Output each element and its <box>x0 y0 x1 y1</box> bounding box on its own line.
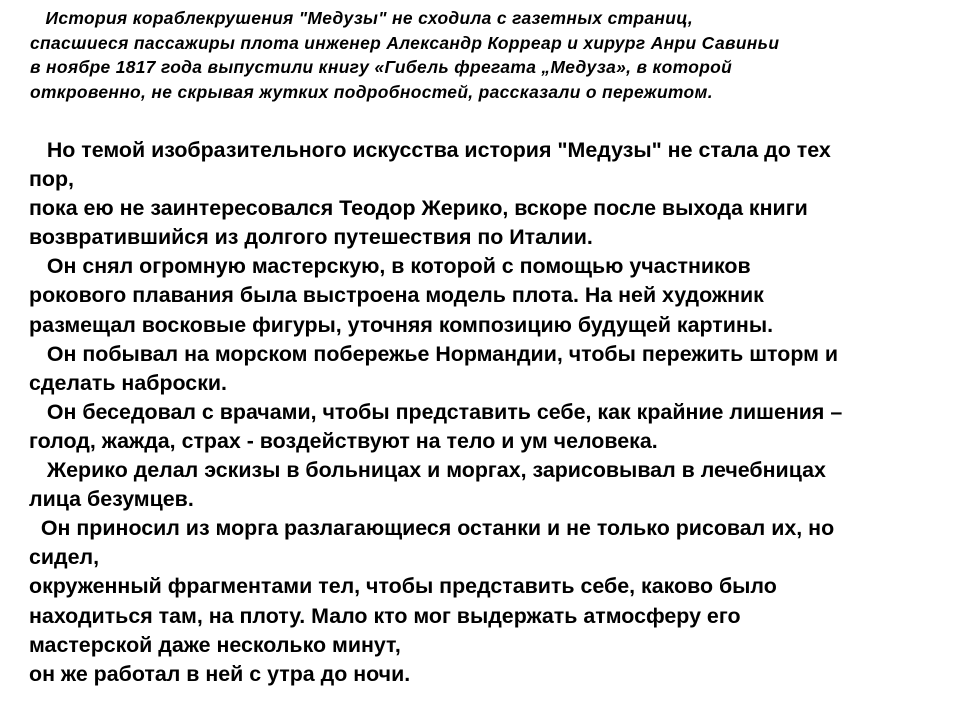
body-line: размещал восковые фигуры, уточняя композицию будущей картины. <box>29 312 774 337</box>
intro-line: откровенно, не скрывая жутких подробностей, рассказали о пережитом. <box>30 82 713 103</box>
intro-line: История кораблекрушения "Медузы" не сходила с газетных страниц, <box>30 8 694 28</box>
body-line: Он приносил из морга разлагающиеся останки и не только рисовал их, но <box>29 516 835 541</box>
body-line: мастерской даже несколько минут, <box>29 632 401 657</box>
body-line: Он беседовал с врачами, чтобы представить себе, как крайние лишения – <box>29 399 843 424</box>
body-line: он же работал в ней с утра до ночи. <box>29 661 411 686</box>
intro-line: спасшиеся пассажиры плота инженер Александр Корреар и хирург Анри Савиньи <box>30 32 780 53</box>
body-line: пор, <box>29 167 74 192</box>
body-line: рокового плавания была выстроена модель плота. На ней художник <box>29 283 764 308</box>
body-line: Он снял огромную мастерскую, в которой с помощью участников <box>29 254 751 279</box>
body-line: Но темой изобразительного искусства история "Медузы" не стала до тех <box>29 138 831 162</box>
intro-line: в ноябре 1817 года выпустили книгу «Гибель фрегата „Медуза», в которой <box>30 57 733 78</box>
body-line: голод, жажда, страх - воздействуют на тело и ум человека. <box>29 428 658 453</box>
body-line: Жерико делал эскизы в больницах и моргах, зарисовывал в лечебницах <box>29 458 826 483</box>
intro-paragraph <box>30 6 950 105</box>
body-line: окруженный фрагментами тел, чтобы представить себе, каково было <box>29 574 777 599</box>
body-line: сидел, <box>29 545 100 570</box>
body-line: находиться там, на плоту. Мало кто мог выдержать атмосферу его <box>29 603 741 628</box>
body-line: лица безумцев. <box>29 487 194 512</box>
body-line: возвратившийся из долгого путешествия по Италии. <box>29 225 593 250</box>
body-text <box>29 136 954 689</box>
body-line: Он побывал на морском побережье Нормандии, чтобы пережить шторм и <box>29 341 839 366</box>
body-line: сделать наброски. <box>29 370 227 395</box>
body-line: пока ею не заинтересовался Теодор Жерико, вскоре после выхода книги <box>29 196 808 221</box>
